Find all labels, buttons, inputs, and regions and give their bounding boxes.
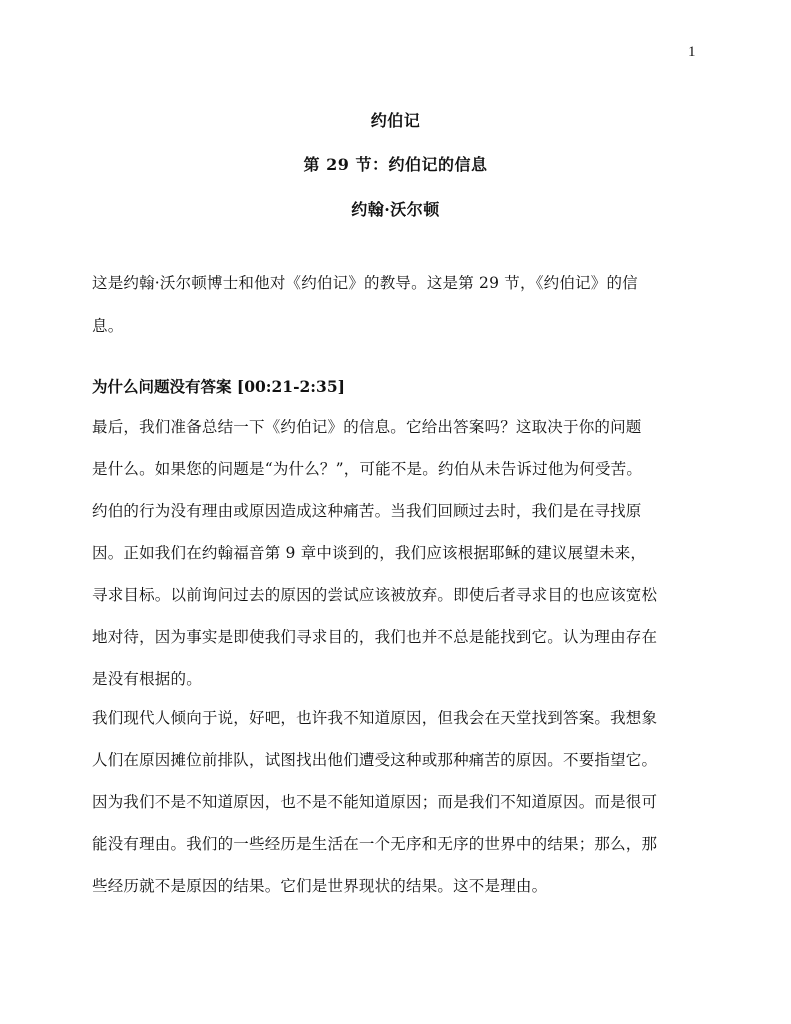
body-line: 是什么。如果您的问题是“为什么？”，可能不是。约伯从未告诉过他为何受苦。 [92,460,643,478]
body-line: 寻求目标。以前询问过去的原因的尝试应该被放弃。即使后者寻求目的也应该宽松 [92,586,658,604]
body-line: 约伯的行为没有理由或原因造成这种痛苦。当我们回顾过去时，我们是在寻找原 [92,502,642,520]
body-line: 因为我们不是不知道原因，也不是不能知道原因；而是我们不知道原因。而是很可 [92,793,658,811]
author-name: 约翰·沃尔顿 [351,200,440,219]
body-line: 些经历就不是原因的结果。它们是世界现状的结果。这不是理由。 [92,877,548,895]
body-line: 是没有根据的。 [92,670,202,688]
section-title: 第 29 节：约伯记的信息 [303,155,488,174]
body-line: 最后，我们准备总结一下《约伯记》的信息。它给出答案吗？这取决于你的问题 [92,418,642,436]
intro-line-1: 这是约翰·沃尔顿博士和他对《约伯记》的教导。这是第 29 节，《约伯记》的信 [92,274,638,292]
intro-line-2: 息。 [92,317,124,335]
body-line: 我们现代人倾向于说，好吧，也许我不知道原因，但我会在天堂找到答案。我想象 [92,709,658,727]
page-number: 1 [688,44,696,60]
section-heading: 为什么问题没有答案 [00:21-2:35] [92,377,345,396]
body-line: 因。正如我们在约翰福音第 9 章中谈到的，我们应该根据耶稣的建议展望未来， [92,544,647,562]
body-line: 人们在原因摊位前排队，试图找出他们遭受这种或那种痛苦的原因。不要指望它。 [92,751,658,769]
body-line: 能没有理由。我们的一些经历是生活在一个无序和无序的世界中的结果；那么，那 [92,835,658,853]
book-title: 约伯记 [370,111,421,130]
body-line: 地对待，因为事实是即使我们寻求目的，我们也并不总是能找到它。认为理由存在 [92,628,658,646]
